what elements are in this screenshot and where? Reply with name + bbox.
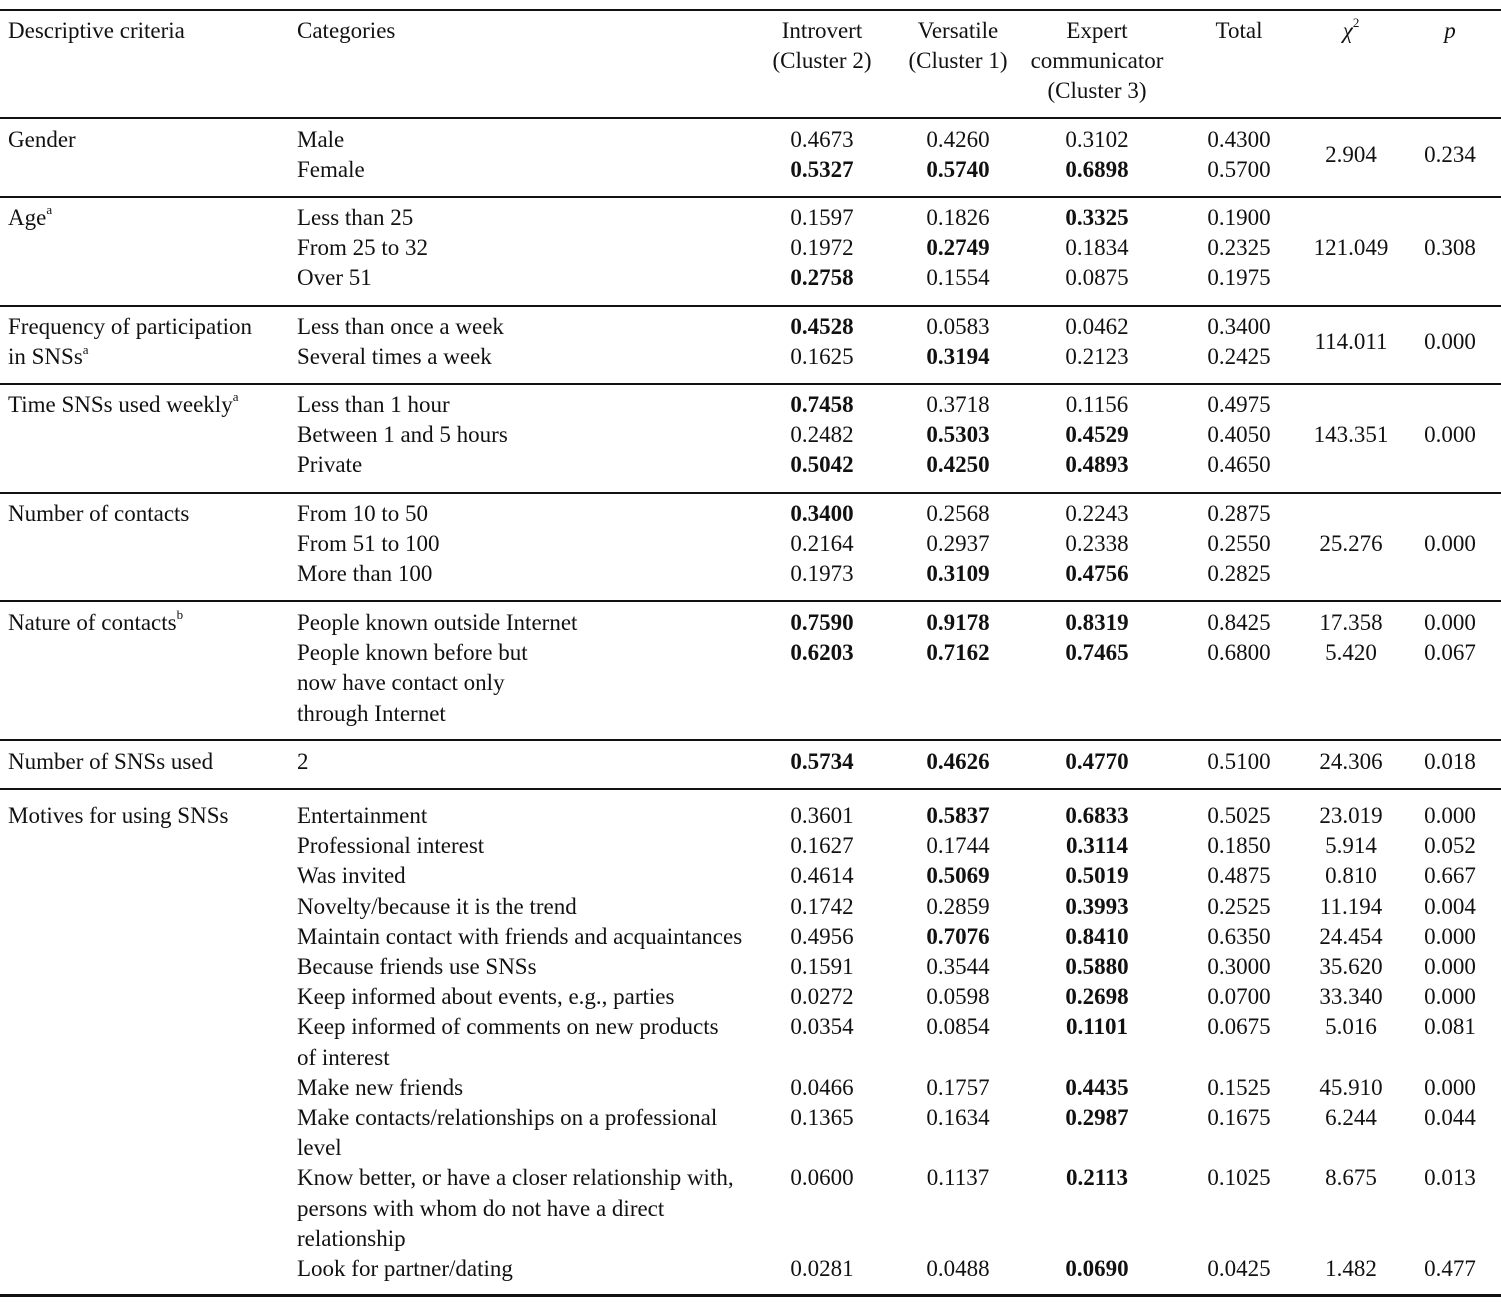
value-cell: 0.1597 <box>790 205 854 230</box>
header-criteria: Descriptive criteria <box>8 18 185 43</box>
value-cell: 0.6833 <box>1065 803 1129 828</box>
value-cell: 0.5837 <box>926 803 990 828</box>
value-cell: 0.5069 <box>926 863 990 889</box>
category-label: Less than once a week <box>297 314 504 339</box>
category-label: Female <box>297 157 365 183</box>
p-value: 0.000 <box>1424 803 1476 828</box>
value-cell: 0.1972 <box>790 235 854 261</box>
value-cell: 0.3601 <box>790 803 854 828</box>
value-cell: 0.1973 <box>790 561 854 587</box>
value-cell: 0.1900 <box>1207 205 1271 230</box>
header-introvert: (Cluster 2) <box>772 48 872 74</box>
chi-square-value: 11.194 <box>1319 893 1383 919</box>
table-rule <box>0 117 1501 119</box>
value-cell: 0.1850 <box>1207 833 1271 859</box>
p-value: 0.000 <box>1424 610 1476 635</box>
value-cell: 0.0598 <box>926 984 990 1010</box>
category-label: Entertainment <box>297 803 428 828</box>
category-label: Keep informed of comments on new products <box>297 1014 719 1040</box>
category-label: Know better, or have a closer relationship with, <box>297 1165 734 1191</box>
header-expert: Expert <box>1066 18 1128 43</box>
p-value: 0.000 <box>1424 954 1476 979</box>
value-cell: 0.2698 <box>1065 984 1129 1010</box>
value-cell: 0.4528 <box>790 314 854 339</box>
value-cell: 0.3102 <box>1065 127 1129 152</box>
p-value: 0.000 <box>1424 422 1476 448</box>
p-value: 0.004 <box>1424 893 1476 919</box>
value-cell: 0.1627 <box>790 833 854 859</box>
category-label: From 25 to 32 <box>297 235 428 261</box>
value-cell: 0.4673 <box>790 127 854 152</box>
value-cell: 0.0600 <box>790 1165 854 1191</box>
p-value: 0.477 <box>1424 1256 1476 1281</box>
value-cell: 0.4975 <box>1207 392 1271 417</box>
value-cell: 0.0425 <box>1207 1256 1271 1281</box>
table-rule <box>0 492 1501 494</box>
p-value: 0.234 <box>1424 142 1476 168</box>
value-cell: 0.1365 <box>790 1105 854 1130</box>
value-cell: 0.1554 <box>926 265 990 291</box>
footnote-marker: a <box>232 389 239 405</box>
value-cell: 0.4650 <box>1207 452 1271 478</box>
table-rule <box>0 305 1501 307</box>
value-cell: 0.2568 <box>926 501 990 526</box>
value-cell: 0.6203 <box>790 640 854 666</box>
chi-square-value: 0.810 <box>1325 863 1377 889</box>
value-cell: 0.1975 <box>1207 265 1271 291</box>
category-label: Private <box>297 452 363 478</box>
value-cell: 0.5042 <box>790 452 854 478</box>
value-cell: 0.7162 <box>926 640 990 666</box>
value-cell: 0.0700 <box>1207 984 1271 1010</box>
header-introvert: Introvert <box>781 18 863 43</box>
value-cell: 0.2875 <box>1207 501 1271 526</box>
value-cell: 0.6898 <box>1065 157 1129 183</box>
value-cell: 0.1675 <box>1207 1105 1271 1130</box>
value-cell: 0.4770 <box>1065 749 1129 774</box>
category-label: through Internet <box>297 700 446 726</box>
table-rule <box>0 196 1501 198</box>
value-cell: 0.4875 <box>1207 863 1271 889</box>
chi-square-value: 121.049 <box>1313 235 1389 261</box>
value-cell: 0.5303 <box>926 422 990 448</box>
chi-square-value: 24.306 <box>1319 749 1383 774</box>
category-label: Maintain contact with friends and acquaintances <box>297 923 743 949</box>
p-value: 0.000 <box>1424 984 1476 1010</box>
value-cell: 0.2758 <box>790 265 854 291</box>
header-versatile: (Cluster 1) <box>908 48 1008 74</box>
value-cell: 0.0354 <box>790 1014 854 1040</box>
value-cell: 0.1591 <box>790 954 854 979</box>
value-cell: 0.1757 <box>926 1074 990 1100</box>
value-cell: 0.4893 <box>1065 452 1129 478</box>
chi-square-value: 5.914 <box>1325 833 1377 859</box>
value-cell: 0.5734 <box>790 749 854 774</box>
value-cell: 0.1742 <box>790 893 854 919</box>
value-cell: 0.4435 <box>1065 1074 1129 1100</box>
category-label: Look for partner/dating <box>297 1256 513 1281</box>
value-cell: 0.5327 <box>790 157 854 183</box>
value-cell: 0.2749 <box>926 235 990 261</box>
chi-square-value: 6.244 <box>1325 1105 1377 1130</box>
category-label: Make new friends <box>297 1074 464 1100</box>
category-label: Professional interest <box>297 833 485 859</box>
table-rule <box>0 9 1501 11</box>
chi-square-value: 23.019 <box>1319 803 1383 828</box>
value-cell: 0.1025 <box>1207 1165 1271 1191</box>
criteria-label: Frequency of participation <box>8 314 252 339</box>
p-value: 0.044 <box>1424 1105 1476 1130</box>
value-cell: 0.0272 <box>790 984 854 1010</box>
value-cell: 0.2987 <box>1065 1105 1129 1130</box>
value-cell: 0.7458 <box>790 392 854 417</box>
category-label: Was invited <box>297 863 406 889</box>
value-cell: 0.5880 <box>1065 954 1129 979</box>
value-cell: 0.0675 <box>1207 1014 1271 1040</box>
p-value: 0.067 <box>1424 640 1476 666</box>
value-cell: 0.3109 <box>926 561 990 587</box>
value-cell: 0.2123 <box>1065 344 1129 370</box>
category-label: Less than 25 <box>297 205 414 230</box>
value-cell: 0.7465 <box>1065 640 1129 666</box>
value-cell: 0.4529 <box>1065 422 1129 448</box>
chi-square-value: 8.675 <box>1325 1165 1377 1191</box>
p-value: 0.000 <box>1424 1074 1476 1100</box>
category-label: More than 100 <box>297 561 433 587</box>
header-chi-square <box>1343 16 1360 46</box>
category-label: Make contacts/relationships on a professional <box>297 1105 718 1130</box>
value-cell: 0.2113 <box>1066 1165 1128 1191</box>
value-cell: 0.5700 <box>1207 157 1271 183</box>
header-total: Total <box>1215 18 1263 43</box>
header-versatile: Versatile <box>917 18 999 43</box>
table-rule <box>0 1294 1501 1297</box>
value-cell: 0.2550 <box>1207 531 1271 557</box>
chi-square-value: 25.276 <box>1319 531 1383 557</box>
value-cell: 0.8425 <box>1207 610 1271 635</box>
chi-square-value: 2.904 <box>1325 142 1377 168</box>
value-cell: 0.3400 <box>1207 314 1271 339</box>
criteria-label: in SNSs$^a$ <box>8 341 89 370</box>
value-cell: 0.4626 <box>926 749 990 774</box>
p-value: 0.667 <box>1424 863 1476 889</box>
value-cell: 0.0488 <box>926 1256 990 1281</box>
chi-symbol: χ <box>1342 18 1353 43</box>
value-cell: 0.2525 <box>1207 893 1271 919</box>
value-cell: 0.3544 <box>926 954 990 979</box>
value-cell: 0.4260 <box>926 127 990 152</box>
category-label: From 51 to 100 <box>297 531 440 557</box>
value-cell: 0.2482 <box>790 422 854 448</box>
value-cell: 0.9178 <box>926 610 990 635</box>
value-cell: 0.3993 <box>1065 893 1129 919</box>
value-cell: 0.8319 <box>1065 610 1129 635</box>
criteria-label: Age$^a$ <box>8 202 53 230</box>
value-cell: 0.0875 <box>1065 265 1129 291</box>
chi-square-value: 33.340 <box>1319 984 1383 1010</box>
value-cell: 0.2325 <box>1207 235 1271 261</box>
value-cell: 0.5025 <box>1207 803 1271 828</box>
value-cell: 0.3114 <box>1066 833 1128 859</box>
category-label: now have contact only <box>297 670 505 696</box>
category-label: Over 51 <box>297 265 372 291</box>
category-label: of interest <box>297 1044 390 1070</box>
value-cell: 0.2825 <box>1207 561 1271 587</box>
value-cell: 0.1634 <box>926 1105 990 1130</box>
value-cell: 0.0583 <box>926 314 990 339</box>
category-label: Less than 1 hour <box>297 392 450 417</box>
value-cell: 0.4250 <box>926 452 990 478</box>
value-cell: 0.4614 <box>790 863 854 889</box>
value-cell: 0.2338 <box>1065 531 1129 557</box>
category-label: Several times a week <box>297 344 492 370</box>
header-expert: (Cluster 3) <box>1047 78 1147 104</box>
category-label: Between 1 and 5 hours <box>297 422 508 448</box>
p-value: 0.081 <box>1424 1014 1476 1040</box>
value-cell: 0.2425 <box>1207 344 1271 370</box>
value-cell: 0.1834 <box>1065 235 1129 261</box>
value-cell: 0.1525 <box>1207 1074 1271 1100</box>
value-cell: 0.1156 <box>1065 392 1129 417</box>
value-cell: 0.5019 <box>1065 863 1129 889</box>
value-cell: 0.3325 <box>1065 205 1129 230</box>
p-value: 0.000 <box>1424 923 1476 949</box>
header-expert: communicator <box>1030 48 1164 74</box>
value-cell: 0.7590 <box>790 610 854 635</box>
criteria-label: Number of SNSs used <box>8 749 214 774</box>
value-cell: 0.3194 <box>926 344 990 370</box>
value-cell: 0.4756 <box>1065 561 1129 587</box>
footnote-marker: b <box>176 607 184 623</box>
chi-square-value: 5.016 <box>1325 1014 1377 1040</box>
table-rule <box>0 739 1501 741</box>
value-cell: 0.3000 <box>1207 954 1271 979</box>
criteria-label: Motives for using SNSs <box>8 803 229 828</box>
table-rule <box>0 788 1501 790</box>
chi-square-value: 45.910 <box>1319 1074 1383 1100</box>
value-cell: 0.1744 <box>926 833 990 859</box>
p-value: 0.018 <box>1424 749 1476 774</box>
chi-square-value: 17.358 <box>1319 610 1383 635</box>
chi-square-value: 143.351 <box>1313 422 1389 448</box>
header-p: p <box>1444 18 1456 43</box>
category-label: level <box>297 1135 342 1161</box>
value-cell: 0.0854 <box>926 1014 990 1040</box>
value-cell: 0.3718 <box>926 392 990 417</box>
header-categories: Categories <box>297 18 396 43</box>
value-cell: 0.5100 <box>1207 749 1271 774</box>
value-cell: 0.4956 <box>790 923 854 949</box>
footnote-marker: a <box>82 341 89 357</box>
table-rule <box>0 600 1501 602</box>
value-cell: 0.0466 <box>790 1074 854 1100</box>
category-label: People known before but <box>297 640 528 666</box>
category-label: People known outside Internet <box>297 610 578 635</box>
chi-square-value: 1.482 <box>1325 1256 1377 1281</box>
category-label: relationship <box>297 1225 406 1251</box>
p-value: 0.000 <box>1424 329 1476 355</box>
value-cell: 0.2164 <box>790 531 854 557</box>
category-label: Keep informed about events, e.g., parties <box>297 984 675 1010</box>
category-label: From 10 to 50 <box>297 501 428 526</box>
p-value: 0.013 <box>1424 1165 1476 1191</box>
value-cell: 0.1137 <box>926 1165 990 1191</box>
value-cell: 0.0462 <box>1065 314 1129 339</box>
value-cell: 0.7076 <box>926 923 990 949</box>
criteria-label: Nature of contacts$^b$ <box>8 607 184 635</box>
category-label: Novelty/because it is the trend <box>297 893 577 919</box>
value-cell: 0.1826 <box>926 205 990 230</box>
chi-square-value: 24.454 <box>1319 923 1383 949</box>
criteria-label: Time SNSs used weekly$^a$ <box>8 389 239 417</box>
value-cell: 0.2937 <box>926 531 990 557</box>
criteria-label: Gender <box>8 127 76 152</box>
value-cell: 0.5740 <box>926 157 990 183</box>
value-cell: 0.2243 <box>1065 501 1129 526</box>
footnote-marker: a <box>46 202 53 218</box>
value-cell: 0.1101 <box>1066 1014 1128 1040</box>
value-cell: 0.0690 <box>1065 1256 1129 1281</box>
p-value: 0.052 <box>1424 833 1476 859</box>
value-cell: 0.2859 <box>926 893 990 919</box>
chi-square-value: 5.420 <box>1325 640 1377 666</box>
criteria-label: Number of contacts <box>8 501 190 526</box>
value-cell: 0.6350 <box>1207 923 1271 949</box>
value-cell: 0.8410 <box>1065 923 1129 949</box>
chi-square-value: 114.011 <box>1314 329 1388 355</box>
value-cell: 0.0281 <box>790 1256 854 1281</box>
value-cell: 0.1625 <box>790 344 854 370</box>
p-value: 0.000 <box>1424 531 1476 557</box>
chi-square-value: 35.620 <box>1319 954 1383 979</box>
value-cell: 0.3400 <box>790 501 854 526</box>
category-label: persons with whom do not have a direct <box>297 1195 665 1221</box>
value-cell: 0.4300 <box>1207 127 1271 152</box>
p-value: 0.308 <box>1424 235 1476 261</box>
category-label: Because friends use SNSs <box>297 954 537 979</box>
value-cell: 0.6800 <box>1207 640 1271 666</box>
category-label: Male <box>297 127 345 152</box>
category-label: 2 <box>297 749 309 774</box>
table-rule <box>0 383 1501 385</box>
footnote-marker: 2 <box>1352 15 1360 31</box>
value-cell: 0.4050 <box>1207 422 1271 448</box>
